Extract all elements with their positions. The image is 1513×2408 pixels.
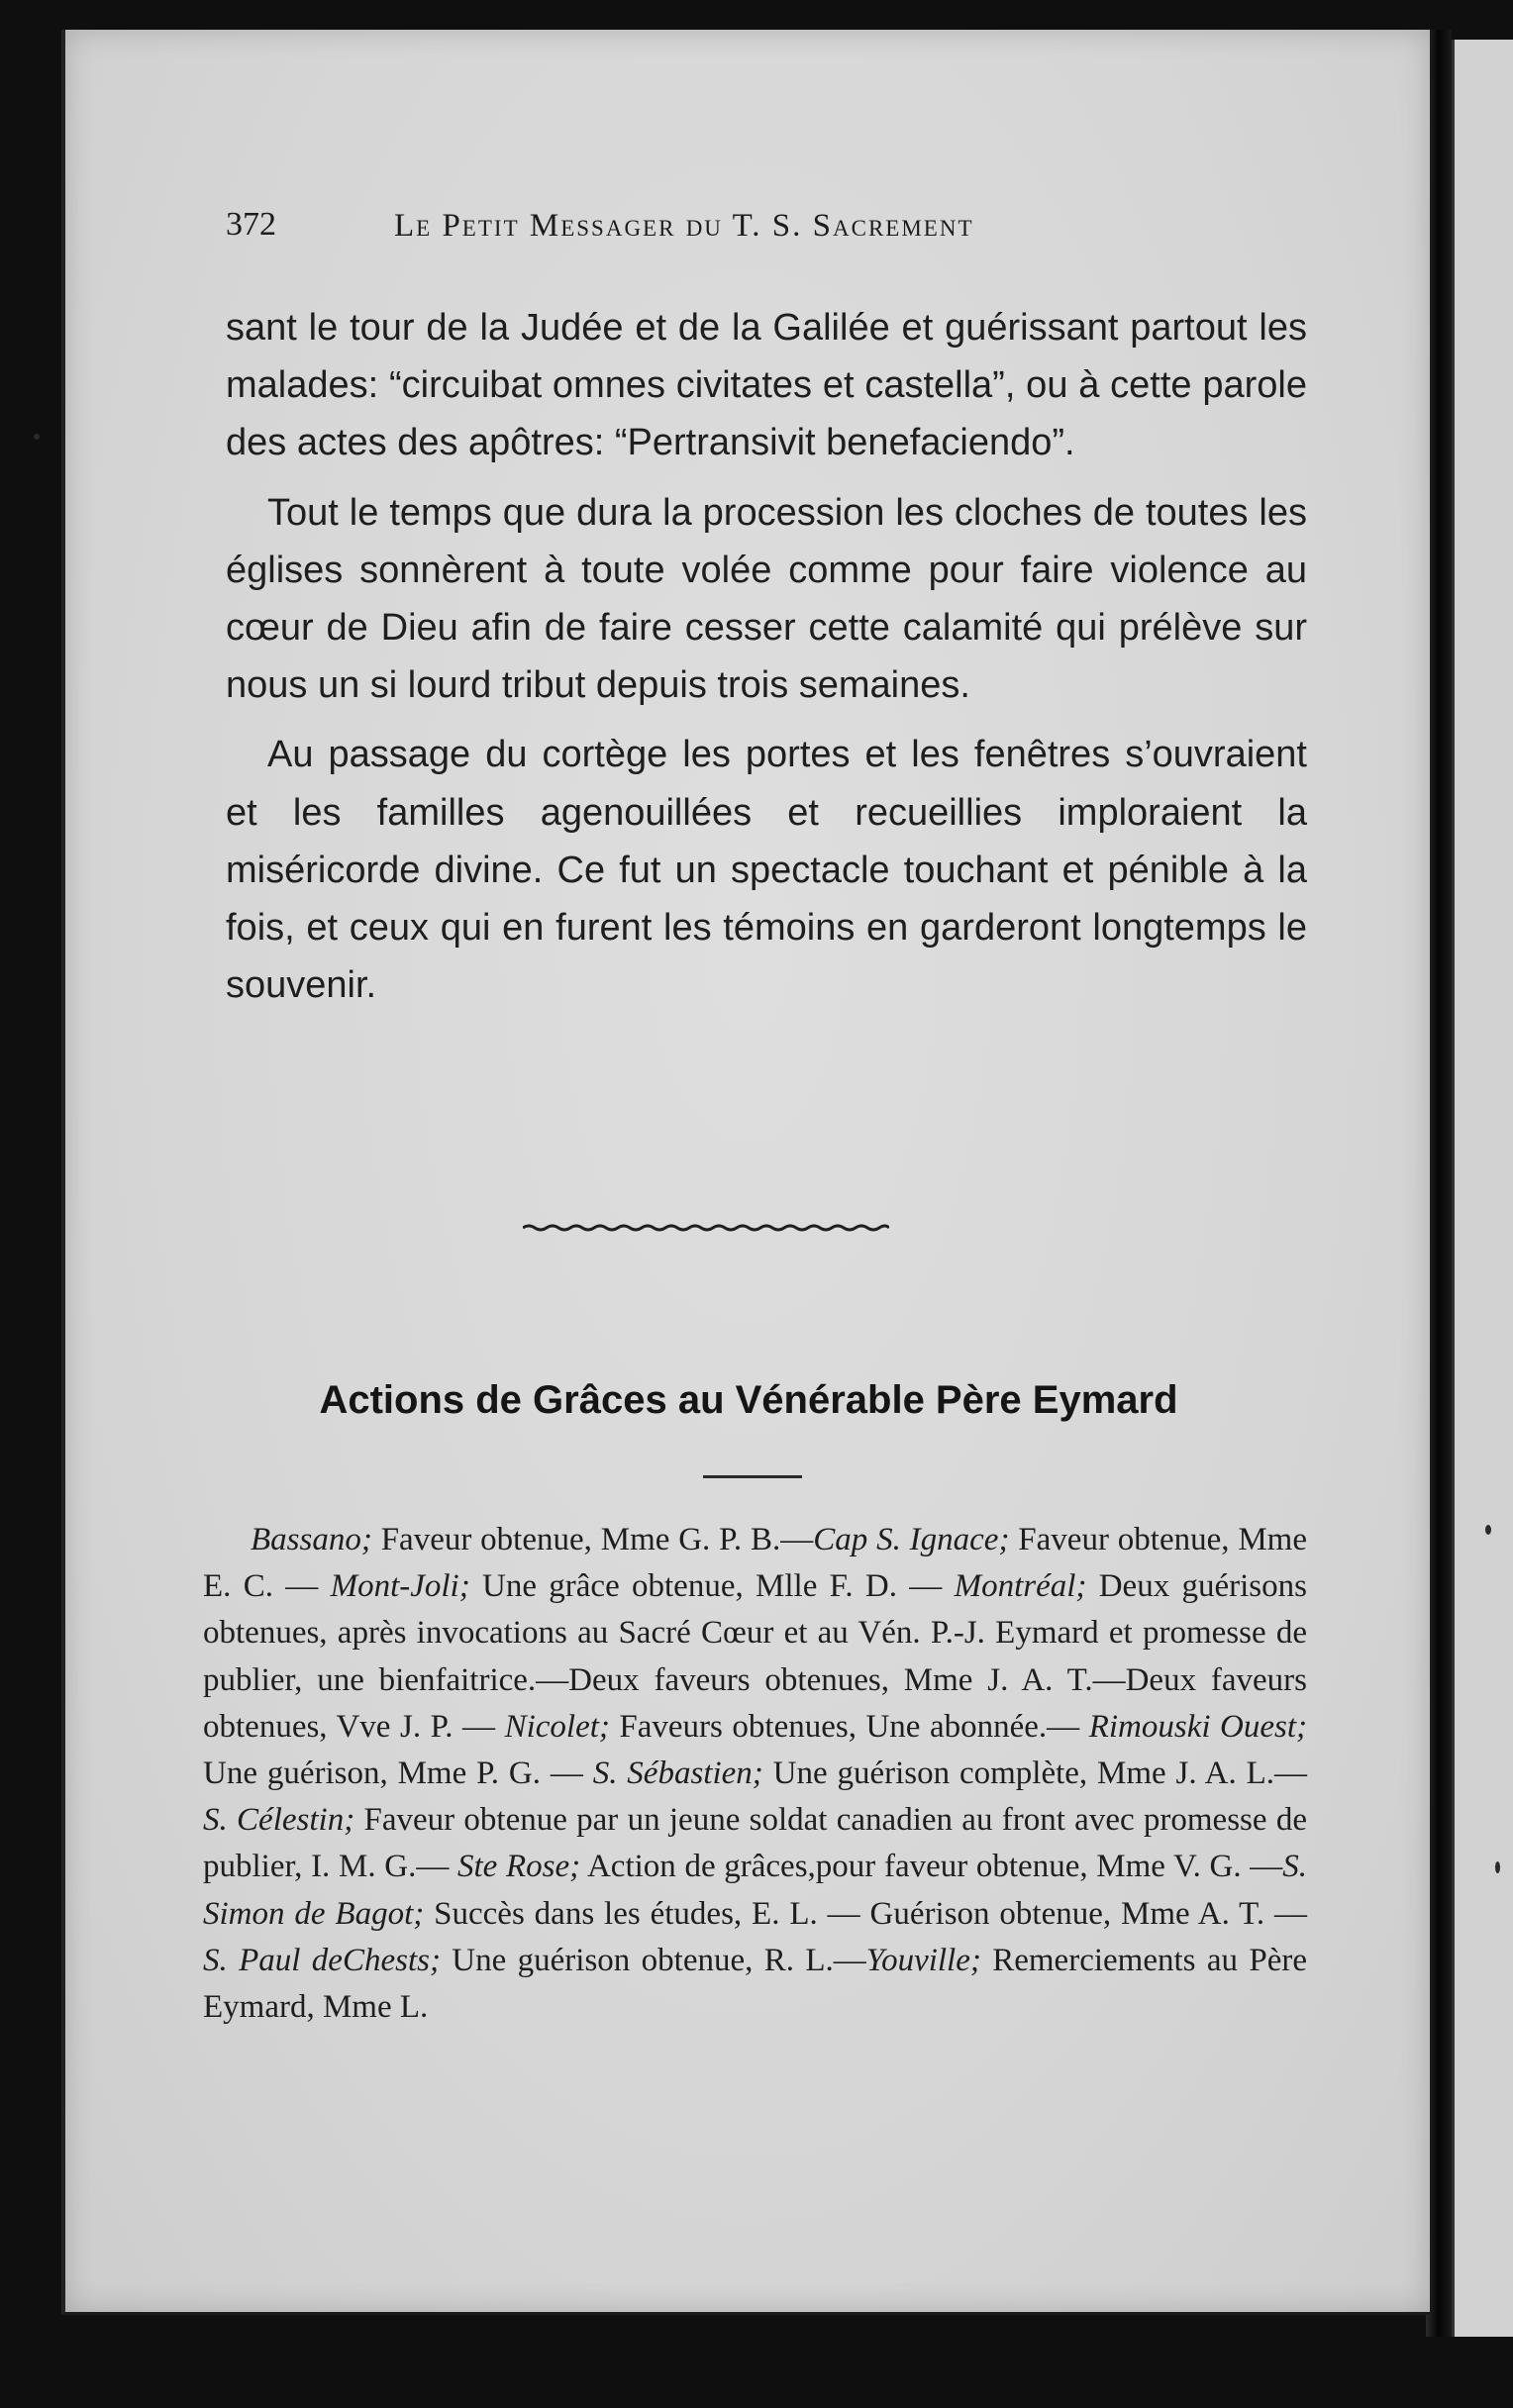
grace-place: Ste Rose; [457, 1849, 581, 1885]
grace-place: Bassano; [251, 1522, 372, 1557]
grace-text: Deux guérisons obtenues, après invocations au Sacré Cœur et au Vén. P.-J. Eymard et promesse de publier, une bienfaitrice.—Deux faveurs obtenues, Mme J. A. T.—Deux faveurs obtenues, Vve J. P. — [203, 1568, 1307, 1745]
grace-place: Youville; [865, 1942, 981, 1978]
grace-place: S. Célestin; [203, 1802, 355, 1839]
scan-speck [1485, 1525, 1491, 1535]
grace-place: Nicolet; [504, 1708, 610, 1745]
grace-place: S. Paul deChests; [203, 1942, 441, 1978]
title-rule [703, 1475, 802, 1478]
scan-speck [34, 434, 40, 440]
paragraph-3: Au passage du cortège les portes et les fenêtres s’ouvraient et les familles agenouillées et recueillies imploraient la miséricorde divine. Ce fut un spectacle touchant et pénible à la fois, et ceux qui en furent les témoins en garderont longtemps le souvenir. [226, 734, 1307, 1007]
graces-list [203, 1517, 1307, 2031]
grace-text: Une guérison, Mme P. G. — [203, 1756, 593, 1792]
graces-paragraph [203, 1517, 1307, 2031]
grace-text: Faveur obtenue, Mme G. P. B.— [371, 1522, 814, 1557]
paragraph-2: Tout le temps que dura la procession les cloches de toutes les églises sonnèrent à toute volée comme pour faire violence au cœur de Dieu afin de faire cesser cette calamité qui prélève sur nous un si lourd tribut depuis trois semaines. [226, 491, 1307, 707]
grace-text: Une guérison obtenue, R. L.— [440, 1942, 866, 1978]
scan-speck [1495, 1861, 1500, 1873]
grace-place: S. Sébastien; [592, 1756, 763, 1792]
running-head [226, 206, 1305, 255]
wavy-divider-ornament [523, 1218, 889, 1238]
grace-text: Remerciements au Père Eymard, Mme L. [203, 1942, 1307, 2026]
article-continuation [226, 299, 1307, 1014]
section-title: Actions de Grâces au Vénérable Père Eymard [319, 1378, 1178, 1422]
grace-text: Une guérison complète, Mme J. A. L.— [762, 1756, 1308, 1792]
grace-text: Succès dans les études, E. L. — Guérison obtenue, Mme A. T. — [424, 1895, 1307, 1932]
grace-place: S. Simon de Bagot; [203, 1849, 1308, 1932]
journal-title: Le Petit Messager du T. S. Sacrement [394, 208, 974, 244]
grace-place: Cap S. Ignace; [813, 1522, 1010, 1557]
grace-place: Montréal; [954, 1568, 1087, 1605]
grace-place: Rimouski Ouest; [1088, 1708, 1307, 1745]
grace-text: Une grâce obtenue, Mlle F. D. — [469, 1568, 955, 1605]
page-number: 372 [226, 206, 276, 243]
grace-place: Mont-Joli; [330, 1568, 470, 1605]
grace-text: Action de grâces,pour faveur obtenue, Mme V. G. — [580, 1849, 1283, 1885]
grace-text: Faveur obtenue par un jeune soldat canadien au front avec promesse de publier, I. M. G.— [203, 1802, 1307, 1885]
grace-text: Faveurs obtenues, Une abonnée.— [609, 1708, 1089, 1745]
grace-text: Faveur obtenue, Mme E. C. — [203, 1522, 1307, 1605]
paragraph-1: sant le tour de la Judée et de la Galilée et guérissant partout les malades: “circuibat omnes civitates et castella”, ou à cette parole des actes des apôtres: “Pertransivit benefaciendo”. [226, 307, 1307, 464]
facing-page-edge [1452, 40, 1513, 2337]
